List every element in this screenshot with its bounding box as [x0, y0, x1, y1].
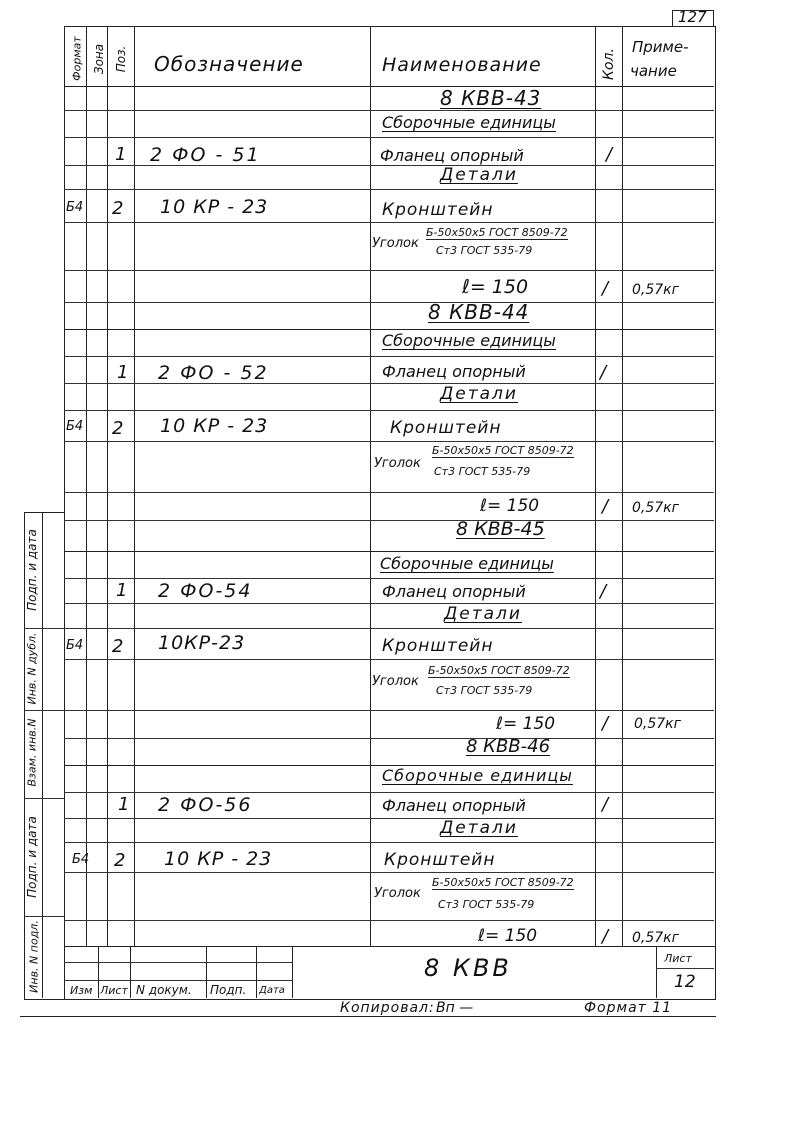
row-designation: 2 ФО-54 [158, 580, 253, 602]
side-label-inv-dubl: Инв. N дубл. [25, 632, 39, 705]
section-title: Детали [444, 604, 522, 624]
col-line-format [86, 26, 87, 946]
row-qty: / [600, 581, 607, 602]
row-line [64, 110, 714, 111]
row-pos: 2 [112, 636, 124, 657]
side-stamp-divider [42, 512, 43, 998]
row-line [64, 738, 714, 739]
material-top: Б-50х50х5 ГОСТ 8509-72 [432, 876, 574, 889]
row-name: Фланец опорный [380, 146, 524, 165]
material-bottom: Ст3 ГОСТ 535-79 [434, 465, 531, 478]
footer-line [20, 1016, 716, 1017]
title-block-line [256, 946, 257, 998]
side-label-podp-data-2: Подп. и дата [25, 816, 39, 898]
material-top: Б-50х50х5 ГОСТ 8509-72 [426, 226, 568, 239]
title-block-line [206, 946, 207, 998]
row-name: ℓ= 150 [478, 926, 538, 946]
row-pos: 2 [112, 198, 124, 219]
title-block-izm: Изм [70, 984, 93, 997]
row-line [64, 792, 714, 793]
group-title: 8 КВВ-43 [440, 86, 542, 110]
section-title: Детали [440, 818, 518, 838]
row-name: Кронштейн [384, 850, 496, 870]
section-title: Сборочные единицы [382, 113, 556, 132]
row-qty: / [606, 144, 613, 165]
header-name: Наименование [382, 54, 542, 76]
section-title: Сборочные единицы [380, 554, 554, 573]
material-bottom: Ст3 ГОСТ 535-79 [436, 684, 533, 697]
header-designation: Обозначение [154, 52, 304, 76]
col-line-qty [622, 26, 623, 946]
side-label-podp-data: Подп. и дата [25, 529, 39, 611]
row-pos: 1 [116, 580, 128, 601]
row-format: Б4 [72, 852, 90, 867]
header-pos: Поз. [114, 45, 128, 73]
row-note: 0,57кг [632, 930, 679, 946]
col-line-pos [134, 26, 135, 946]
footer-copied-sign: Вп — [436, 1000, 474, 1016]
title-block-podp: Подп. [210, 983, 247, 997]
document-code: 8 КВВ [424, 954, 512, 982]
title-block-line [130, 946, 131, 998]
row-designation: 2 ФО - 51 [150, 144, 261, 166]
side-label-inv-podl: Инв. N подл. [27, 920, 41, 993]
row-name: ℓ= 150 [480, 496, 540, 516]
row-designation: 2 ФО-56 [158, 794, 253, 816]
row-qty: / [600, 362, 607, 383]
row-line [64, 551, 714, 552]
header-zone: Зона [92, 43, 106, 75]
material-bottom: Ст3 ГОСТ 535-79 [438, 898, 535, 911]
row-qty: / [602, 794, 609, 815]
row-line [64, 520, 714, 521]
row-qty: / [602, 496, 609, 517]
row-designation: 2 ФО - 52 [158, 362, 269, 384]
row-line [64, 441, 714, 442]
row-line [64, 659, 714, 660]
row-note: 0,57кг [632, 500, 679, 516]
row-pos: 1 [118, 794, 130, 815]
row-line [64, 410, 714, 411]
row-name: Кронштейн [382, 200, 494, 220]
group-title: 8 КВВ-46 [466, 736, 551, 757]
col-line-zone [107, 26, 108, 946]
row-name: Фланец опорный [382, 362, 526, 381]
row-pos: 2 [114, 850, 126, 871]
footer-copied: Копировал: [340, 1000, 435, 1016]
row-line [64, 270, 714, 271]
title-block-line [292, 946, 293, 998]
group-title: 8 КВВ-45 [456, 518, 545, 540]
row-name: Фланец опорный [382, 582, 526, 601]
sheet-number: 12 [674, 972, 696, 992]
material-bottom: Ст3 ГОСТ 535-79 [436, 244, 533, 257]
row-line [64, 222, 714, 223]
row-note: 0,57кг [632, 282, 679, 298]
header-format: Формат [70, 36, 84, 81]
row-qty: / [602, 278, 609, 299]
row-line [64, 818, 714, 819]
row-qty: / [602, 713, 609, 734]
row-note: 0,57кг [634, 716, 681, 732]
row-line [64, 492, 714, 493]
row-pos: 1 [117, 362, 129, 383]
header-divider [64, 86, 714, 87]
material-prefix: Уголок [374, 456, 421, 471]
title-block-line [656, 968, 714, 969]
material-prefix: Уголок [372, 674, 419, 689]
row-line [64, 920, 714, 921]
row-pos: 2 [112, 418, 124, 439]
row-name: Кронштейн [382, 636, 494, 656]
footer-format: Формат 11 [584, 1000, 673, 1016]
page-number: 127 [678, 8, 707, 26]
material-top: Б-50х50х5 ГОСТ 8509-72 [432, 444, 574, 457]
row-line [64, 872, 714, 873]
row-line [64, 137, 714, 138]
row-format: Б4 [66, 200, 84, 215]
title-block-line [98, 946, 99, 998]
row-line [64, 356, 714, 357]
row-qty: / [602, 926, 609, 947]
title-block-data: Дата [259, 985, 285, 996]
title-block-n-dokum: N докум. [136, 983, 192, 997]
row-line [64, 189, 714, 190]
row-line [64, 302, 714, 303]
row-name: ℓ= 150 [496, 714, 556, 734]
row-designation: 10 КР - 23 [160, 415, 269, 437]
row-line [64, 842, 714, 843]
section-title: Детали [440, 384, 518, 404]
row-designation: 10КР-23 [158, 632, 246, 654]
section-title: Сборочные единицы [382, 766, 573, 785]
header-note-2: чание [630, 62, 677, 80]
row-designation: 10 КР - 23 [164, 848, 273, 870]
col-line-designation [370, 26, 371, 946]
material-top: Б-50х50х5 ГОСТ 8509-72 [428, 664, 570, 677]
row-line [64, 329, 714, 330]
group-title: 8 КВВ-44 [428, 300, 530, 324]
header-qty: Кол. [601, 48, 617, 80]
title-block-list: Лист [100, 984, 128, 997]
row-name: ℓ= 150 [462, 276, 529, 298]
row-name: Кронштейн [390, 418, 502, 438]
row-pos: 1 [115, 144, 127, 165]
section-title: Сборочные единицы [382, 331, 556, 350]
title-block-line [656, 946, 657, 998]
material-prefix: Уголок [374, 886, 421, 901]
row-line [64, 578, 714, 579]
row-line [64, 603, 714, 604]
sheet-label: Лист [664, 952, 692, 965]
row-name: Фланец опорный [382, 796, 526, 815]
side-stamp-line [24, 798, 64, 799]
row-format: Б4 [66, 638, 84, 653]
row-format: Б4 [66, 419, 84, 434]
side-label-vzam-inv: Взам. инв.N [25, 718, 39, 787]
section-title: Детали [440, 165, 518, 185]
row-designation: 10 КР - 23 [160, 196, 269, 218]
material-prefix: Уголок [372, 236, 419, 251]
row-line [64, 628, 714, 629]
header-note-1: Приме- [632, 38, 689, 56]
row-line [64, 710, 714, 711]
col-line-name [595, 26, 596, 946]
